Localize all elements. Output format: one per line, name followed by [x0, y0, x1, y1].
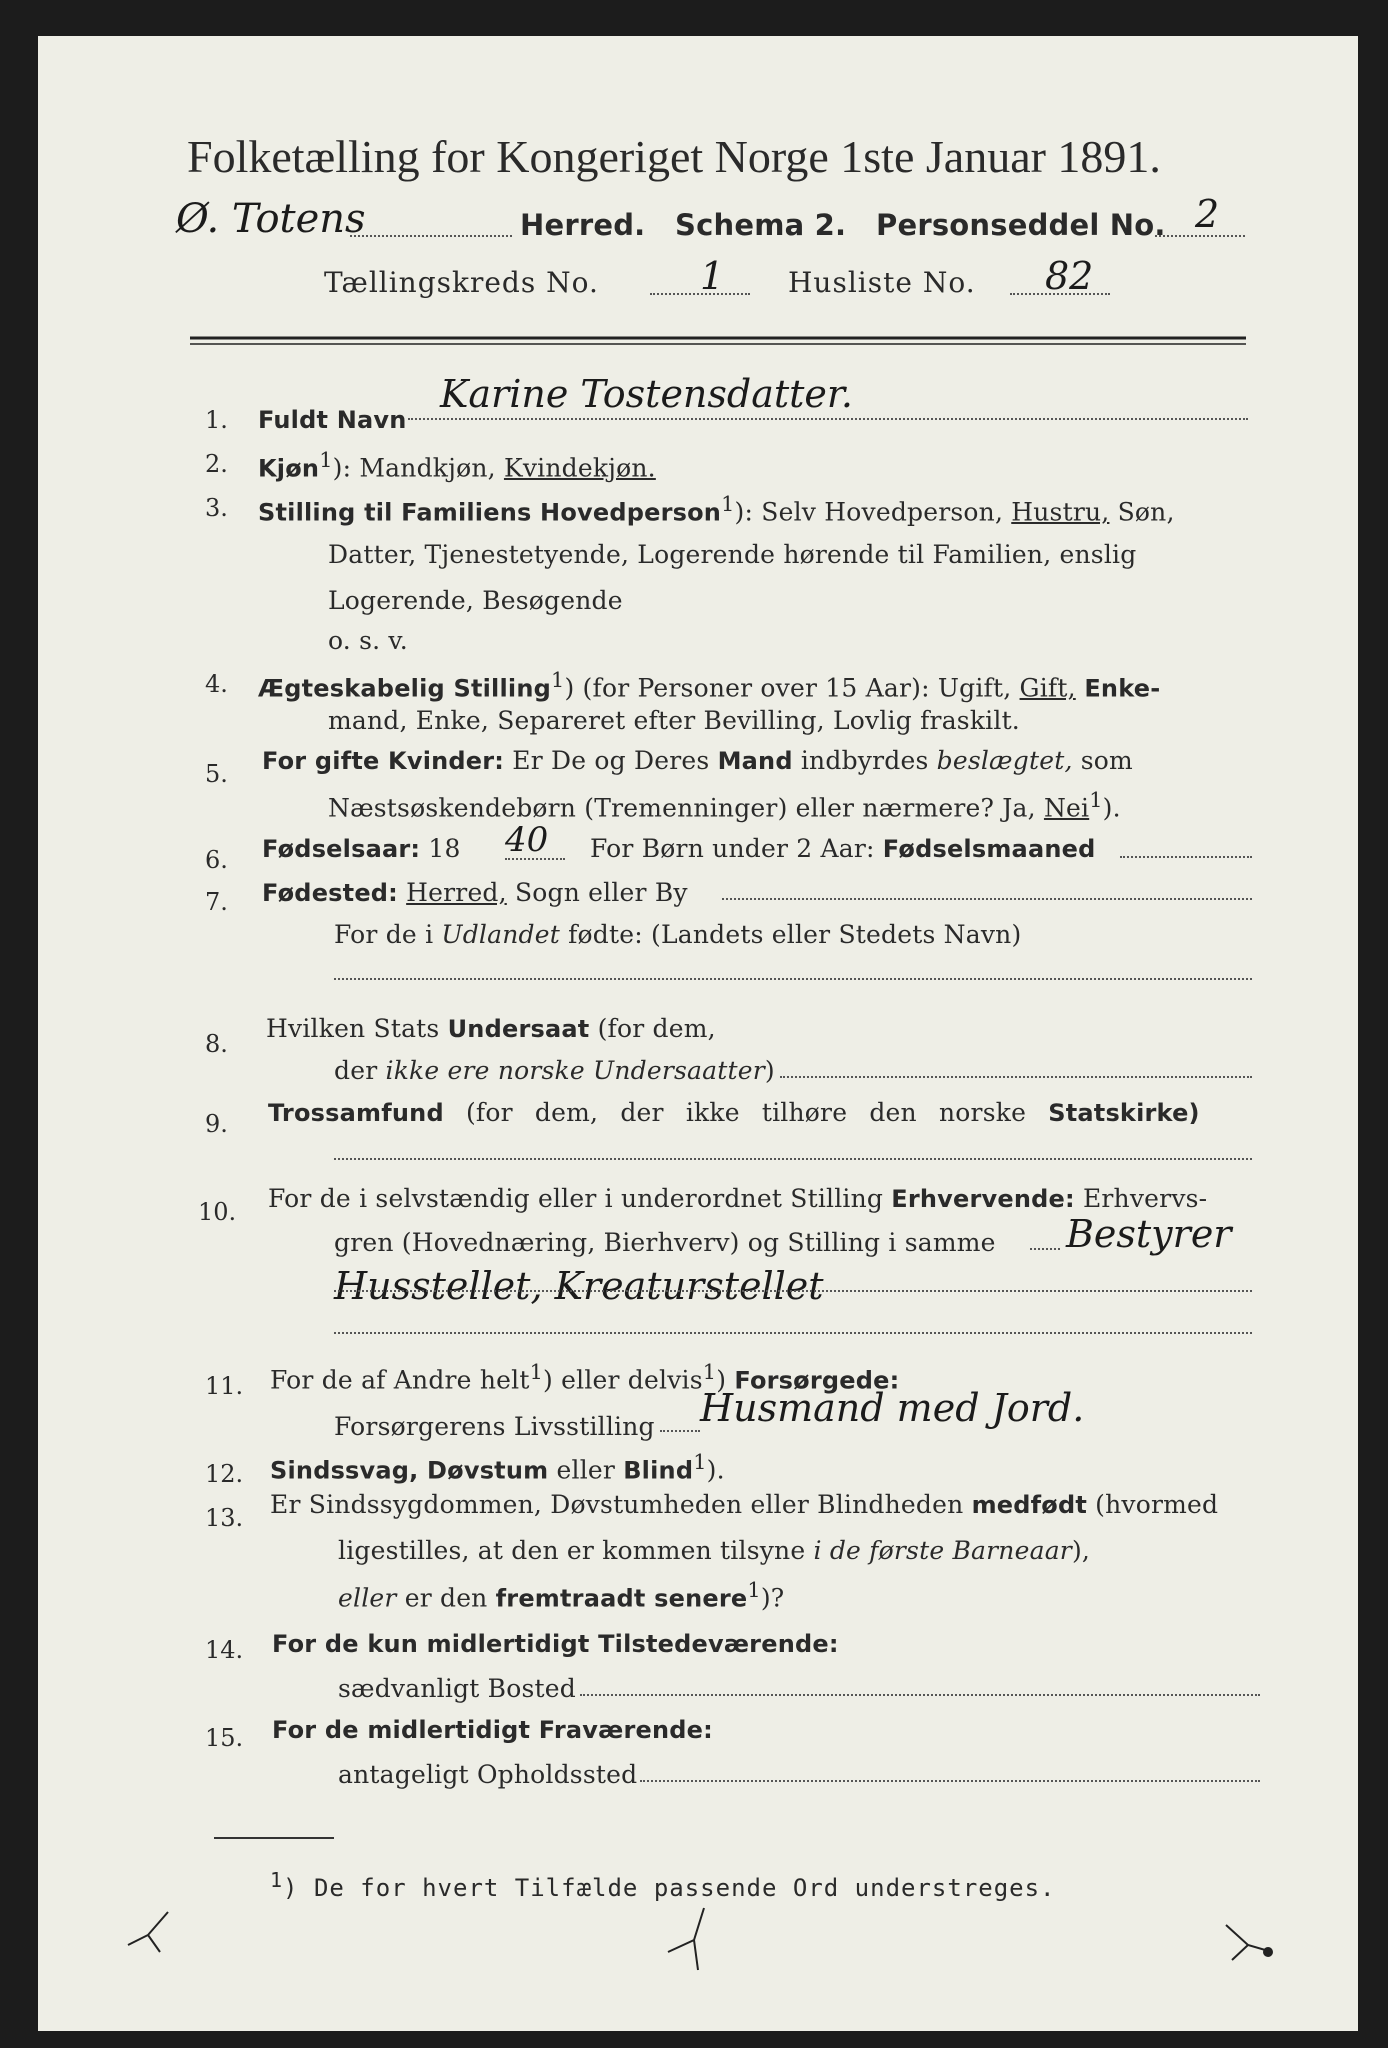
fodselsaar-row [262, 834, 461, 863]
husliste-dotline [1010, 293, 1110, 295]
footnote-ref: 1 [747, 1578, 761, 1602]
undersaat-der: der [334, 1056, 386, 1085]
forsorger-livsstilling-value: Husmand med Jord. [700, 1386, 1085, 1430]
fodselsaar-label: Fødselsaar: [262, 835, 421, 863]
item-number: 7. [205, 888, 228, 916]
kjon-label: Kjøn [258, 454, 320, 483]
footnote-ref: 1 [721, 492, 735, 516]
medfodt-text: Er Sindssygdommen, Døvstumheden eller Blindheden [270, 1490, 972, 1519]
stilling-options-end: Søn, [1109, 497, 1175, 527]
footnote-ref: 1 [319, 448, 333, 472]
herred-label: Herred. [520, 208, 646, 242]
footnote-ref: 1 [551, 668, 565, 692]
item-number: 14. [205, 1636, 244, 1664]
undersaat-close: ) [764, 1056, 775, 1085]
medfodt-line2-text: ligestilles, at den er kommen tilsyne [338, 1536, 814, 1565]
undersaat-dotline [780, 1076, 1252, 1078]
gifte-kvinder-question: Næstsøskendebørn (Tremenninger) eller nærmere? Ja, [328, 793, 1044, 823]
husliste-value: 82 [1045, 254, 1094, 298]
herred-dotline [350, 235, 512, 237]
eller-italic: eller [338, 1583, 397, 1613]
footnote-text: ) De for hvert Tilfælde passende Ord understreges. [283, 1874, 1056, 1902]
trossamfund-dotline [334, 1158, 1252, 1160]
bosted-label: sædvanligt Bosted [338, 1674, 576, 1703]
personseddel-label: Personseddel No. [876, 208, 1166, 242]
kreds-value: 1 [700, 254, 725, 298]
udlandet-row [334, 920, 1021, 949]
item-number: 9. [205, 1110, 228, 1138]
stilling-line3: Logerende, Besøgende [328, 586, 623, 615]
schema-label: Schema 2. [675, 208, 847, 242]
undersaat-line2 [334, 1056, 775, 1085]
item-number: 15. [205, 1724, 244, 1752]
kreds-dotline [650, 293, 750, 295]
fodselsmaaned-text: For Børn under 2 Aar: [590, 834, 883, 863]
footnote [270, 1868, 1056, 1902]
opholdssted-dotline [640, 1780, 1260, 1782]
erhverv-dotline-3 [334, 1332, 1252, 1334]
sindssvag-text: eller [548, 1455, 624, 1485]
erhverv-label: Erhvervende: [891, 1185, 1075, 1213]
footnote-ref: 1 [702, 1360, 717, 1384]
erhverv-text: For de i selvstændig eller i underordnet Stilling [268, 1184, 892, 1213]
fravaerende-label: For de midlertidigt Fraværende: [272, 1716, 713, 1744]
erhverv-dotline-2 [334, 1290, 1252, 1292]
medfodt-line3-text: er den [396, 1583, 496, 1613]
medfodt-line2 [338, 1536, 1090, 1565]
item-number: 6. [205, 846, 228, 874]
udlandet-dotline [334, 978, 1252, 980]
erhverv-text2: Erhvervs- [1074, 1184, 1208, 1213]
fremtraadt-label: fremtraadt senere [495, 1584, 748, 1613]
personseddel-dotline [1155, 235, 1245, 237]
gifte-kvinder-choice: Nei [1043, 793, 1090, 823]
stilling-choice: Hustru, [1011, 497, 1110, 527]
erhverv-row [268, 1184, 1207, 1213]
tilstedevaerende-label: For de kun midlertidigt Tilstedeværende: [272, 1630, 839, 1658]
medfodt-line3-end: )? [760, 1583, 785, 1613]
aegteskab-options: ) (for Personer over 15 Aar): Ugift, [564, 673, 1020, 703]
aegteskab-choice: Gift, [1019, 673, 1076, 703]
item-number: 11. [205, 1372, 244, 1400]
undersaat-label: Undersaat [447, 1015, 590, 1043]
item-number: 10. [198, 1198, 237, 1226]
fuldt-navn-label: Fuldt Navn [258, 406, 407, 434]
fodested-row [262, 878, 688, 907]
udlandet-word: Udlandet [441, 920, 560, 949]
erhverv-dotline [1030, 1248, 1060, 1250]
fodselsmaaned-row [590, 834, 1096, 863]
fodested-choice: Herred, [406, 878, 507, 907]
forsorgede-text2: ) eller delvis [543, 1365, 703, 1395]
undersaat-italic: ikke ere norske Undersaatter [385, 1056, 765, 1085]
sindssvag-end: ). [706, 1455, 725, 1485]
aegteskab-label: Ægteskabelig Stilling [258, 674, 551, 703]
aegteskab-line2: mand, Enke, Separeret efter Bevilling, Lovlig fraskilt. [328, 706, 1020, 735]
item-number: 5. [205, 760, 228, 788]
forsorger-livsstilling-label: Forsørgerens Livsstilling [334, 1412, 655, 1441]
gifte-kvinder-text3: som [1072, 746, 1133, 775]
fodested-label: Fødested: [262, 879, 398, 907]
erhverv-value-b: Husstellet, Kreaturstellet [334, 1264, 824, 1308]
gifte-kvinder-row [262, 746, 1133, 775]
sindssvag-row [270, 1450, 725, 1484]
udlandet-text: For de i [334, 920, 442, 949]
gifte-kvinder-line2 [328, 788, 1121, 822]
aegteskab-row [258, 668, 1160, 702]
forsorgede-label: Forsørgede: [734, 1366, 900, 1395]
undersaat-row [266, 1014, 716, 1043]
kjon-choice: Kvindekjøn. [503, 453, 656, 483]
corner-mark-center [668, 1908, 704, 1970]
personseddel-value: 2 [1195, 192, 1220, 236]
item-number: 13. [205, 1504, 244, 1532]
trossamfund-row [268, 1098, 1200, 1127]
footnote-ref: 1 [529, 1360, 544, 1384]
medfodt-line3 [338, 1578, 784, 1612]
gifte-kvinder-label: For gifte Kvinder: [262, 747, 505, 775]
stilling-line2: Datter, Tjenestetyende, Logerende hørende til Familien, enslig [328, 540, 1137, 569]
barneaar-italic: i de første Barneaar [813, 1536, 1072, 1565]
gifte-kvinder-end: ). [1102, 793, 1121, 823]
corner-mark-left [128, 1912, 168, 1952]
trossamfund-text: (for dem, der ikke tilhøre den norske [443, 1098, 1049, 1127]
sindssvag-label: Sindssvag, Døvstum [270, 1456, 549, 1485]
gifte-kvinder-text: Er De og Deres [504, 746, 718, 775]
fodselsaar-value: 40 [505, 820, 549, 860]
stilling-options: ): Selv Hovedperson, [734, 497, 1012, 527]
fodselsmaaned-dotline [1120, 856, 1252, 858]
udlandet-text2: fødte: (Landets eller Stedets Navn) [559, 920, 1022, 949]
bosted-dotline [580, 1694, 1260, 1696]
fuldt-navn-value: Karine Tostensdatter. [440, 372, 853, 416]
item-number: 1. [205, 406, 228, 434]
herred-value: Ø. Totens [176, 196, 366, 242]
medfodt-text2: (hvormed [1087, 1490, 1219, 1519]
kjon-options: ): Mandkjøn, [332, 453, 504, 483]
opholdssted-label: antageligt Opholdssted [338, 1760, 638, 1789]
kjon-row [258, 448, 656, 482]
blind-label: Blind [623, 1456, 694, 1485]
item-number: 8. [205, 1030, 228, 1058]
medfodt-row [270, 1490, 1218, 1519]
forsorgede-text: For de af Andre helt [270, 1365, 530, 1395]
mand-word: Mand [717, 747, 793, 775]
gifte-kvinder-text2: indbyrdes [792, 746, 937, 775]
aegteskab-options-end: Enke- [1075, 674, 1161, 703]
forsorgede-text3: ) [716, 1365, 735, 1395]
fodselsaar-prefix: 18 [420, 834, 461, 863]
trossamfund-label: Trossamfund [268, 1099, 444, 1127]
item-number: 4. [205, 670, 228, 698]
fodselsmaaned-label: Fødselsmaaned [882, 835, 1096, 863]
footnote-ref: 1 [1089, 788, 1103, 812]
stilling-label: Stilling til Familiens Hovedperson [258, 498, 722, 527]
footnote-ref: 1 [693, 1450, 707, 1474]
medfodt-line2-end: ), [1071, 1536, 1091, 1565]
husliste-label: Husliste No. [788, 266, 976, 299]
erhverv-line2: gren (Hovednæring, Bierhverv) og Stilling i samme [334, 1228, 996, 1257]
stilling-line4: o. s. v. [328, 626, 408, 655]
item-number: 2. [205, 450, 228, 478]
forsorger-dotline [660, 1430, 700, 1432]
medfodt-label: medfødt [971, 1491, 1088, 1519]
fuldt-navn-dotline [408, 418, 1248, 420]
erhverv-value-a: Bestyrer [1066, 1212, 1232, 1256]
kreds-label: Tællingskreds No. [324, 266, 599, 299]
footnote-marker: 1 [270, 1868, 284, 1892]
item-number: 3. [205, 494, 228, 522]
stilling-row [258, 492, 1175, 526]
fodested-dotline [722, 898, 1252, 900]
undersaat-text: Hvilken Stats [266, 1014, 448, 1043]
item-number: 12. [205, 1460, 244, 1488]
statskirke-label: Statskirke) [1048, 1099, 1200, 1127]
beslaegtet-word: beslægtet, [936, 746, 1073, 775]
undersaat-text2: (for dem, [589, 1014, 716, 1043]
form-title: Folketælling for Kongeriget Norge 1ste Januar 1891. [187, 131, 1161, 182]
fodselsaar-dotline [505, 858, 565, 860]
fodested-options: Sogn eller By [506, 878, 688, 907]
